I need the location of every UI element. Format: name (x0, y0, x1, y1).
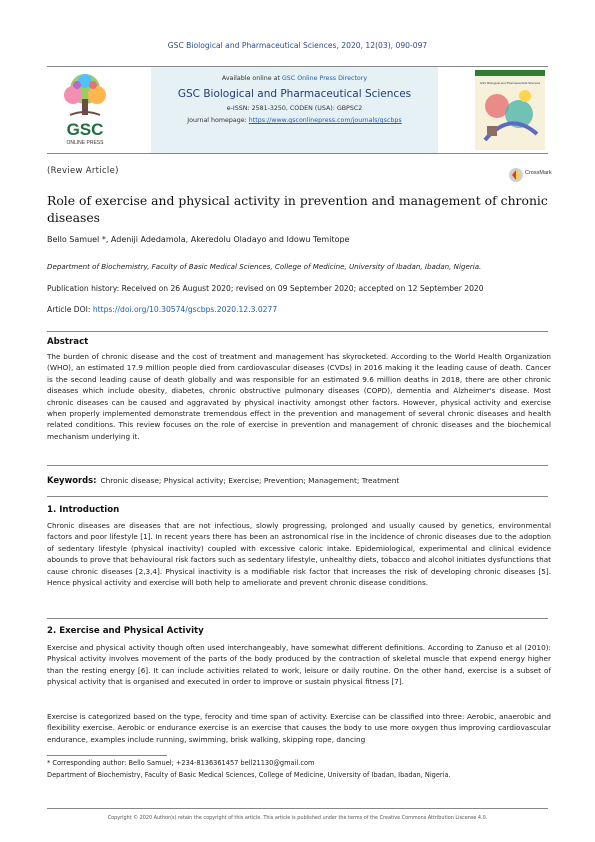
issn-line: e-ISSN: 2581-3250, CODEN (USA): GBPSC2 (226, 105, 363, 112)
abstract-heading: Abstract (47, 337, 89, 347)
publication-history: Publication history: Received on 26 August 2020; revised on 09 September 2020; accepted on 12 September 2020 (47, 284, 484, 293)
footnote-affiliation: Department of Biochemistry, Faculty of Basic Medical Sciences, College of Medicine, University of Ibadan, Ibadan, Nigeria. (47, 771, 451, 779)
crossmark-label: CrossMark (525, 170, 552, 176)
logo-subtext: ONLINE PRESS (66, 140, 104, 146)
section-text: Exercise and physical activity though often used interchangeably, have somewhat different definitions. According to Zanuso et al (2010): Physical activity involves movement of the parts of the body produced by the contraction of skeletal muscle that expend energy higher than the resting energy [6]. It can include activities related to work, leisure or daily routine. On the other hand, exercise is a subset of physical activity that is organised and executed in order to improve or sustain physical fitness [7]. (47, 643, 551, 687)
corresponding-author: * Corresponding author: Bello Samuel; +234-8136361457 bell21130@gmail.com (47, 759, 315, 767)
logo-text: GSC (66, 120, 104, 139)
footer-divider (47, 808, 548, 809)
journal-info-panel (151, 67, 438, 153)
doi-line: Article DOI: https://doi.org/10.30574/gscbps.2020.12.3.0277 (47, 305, 278, 314)
homepage-line: Journal homepage: https://www.gsconlinepress.com/journals/gscbps (187, 117, 402, 124)
journal-cover-image (475, 70, 545, 150)
keywords-list: Chronic disease; Physical activity; Exercise; Prevention; Management; Treatment (100, 476, 400, 485)
footnote-divider (47, 755, 167, 756)
keywords-label: Keywords: (47, 475, 97, 485)
divider (47, 496, 548, 497)
crossmark-badge[interactable] (508, 164, 552, 186)
journal-name: GSC Biological and Pharmaceutical Sciences (177, 88, 412, 100)
doi-link[interactable]: https://doi.org/10.30574/gscbps.2020.12.3.0277 (92, 305, 278, 314)
homepage-link[interactable]: https://www.gsconlinepress.com/journals/gscbps (248, 117, 402, 124)
gsc-logo (47, 69, 123, 149)
keywords (47, 475, 399, 485)
divider (47, 331, 548, 332)
article-type: (Review Article) (47, 166, 119, 176)
copyright-notice: Copyright © 2020 Author(s) retain the copyright of this article. This article is published under the terms of the Creative Commons Attribution Liscense 4.0. (107, 815, 488, 821)
divider (47, 618, 548, 619)
directory-link[interactable]: GSC Online Press Directory (281, 75, 368, 82)
article-title: Role of exercise and physical activity in prevention and management of chronic diseases (47, 193, 548, 225)
affiliation: Department of Biochemistry, Faculty of Basic Medical Sciences, College of Medicine, University of Ibadan, Ibadan, Nigeria. (47, 262, 482, 271)
author-list: Bello Samuel *, Adeniji Adedamola, Akeredolu Oladayo and Idowu Temitope (47, 235, 350, 244)
cover-title: GSC Biological and Pharmaceutical Sciences (479, 81, 541, 85)
availability-line: Available online at GSC Online Press Directory (221, 75, 368, 82)
abstract-text: The burden of chronic disease and the cost of treatment and management has skyrocketed. According to the World Health Organization (WHO), an estimated 17.9 million people died from cardiovascular diseases (CVDs) in 2016 making it the leading cause of death. Cancer is the second leading cause of death globally and was responsible for an estimated 9.6 million deaths in 2018, there are other chronic diseases which include obesity, diabetes, chronic obstructive pulmonary diseases (COPD), dementia and Alzheimer's disease. Most chronic diseases can be caused and aggravated by physical inactivity amongst other factors. However, physical activity and exercise when properly implemented demonstrate tremendous effect in the prevention and management of several chronic diseases and health related conditions. This review focuses on the role of exercise in prevention and management of chronic diseases and the biochemical mechanism underlying it. (47, 352, 551, 441)
journal-banner (47, 66, 548, 154)
divider (47, 465, 548, 466)
section-text: Chronic diseases are diseases that are not infectious, slowly progressing, prolonged and usually caused by genetics, environmental factors and poor lifestyle [1]. In recent years there has been an astronomical rise in the incidence of chronic diseases due to the adoption of sedentary lifestyle (physical inactivity) coupled with excessive caloric intake. Epidemiological, experimental and clinical evidence abounds to prove that behavioural risk factors such as sedentary lifestyle, unhealthy diets, tobacco and alcohol initiates dysfunctions that cause chronic diseases [2,3,4]. Physical inactivity is a modifiable risk factor that increases the risk of developing chronic diseases [5]. Hence physical activity and exercise will both help to ameliorate and prevent chronic disease conditions. (47, 521, 551, 588)
section-heading: 1. Introduction (47, 505, 120, 515)
section-heading: 2. Exercise and Physical Activity (47, 626, 204, 636)
section-text: Exercise is categorized based on the type, ferocity and time span of activity. Exercise can be classified into three: Aerobic, anaerobic and flexibility exercise. Aerobic or endurance exercise is an exercise that causes the body to use more oxygen thus improving cardiovascular endurance, examples include running, swimming, brisk walking, skipping rope, dancing (47, 712, 551, 744)
running-header: GSC Biological and Pharmaceutical Sciences, 2020, 12(03), 090-097 (167, 41, 428, 50)
